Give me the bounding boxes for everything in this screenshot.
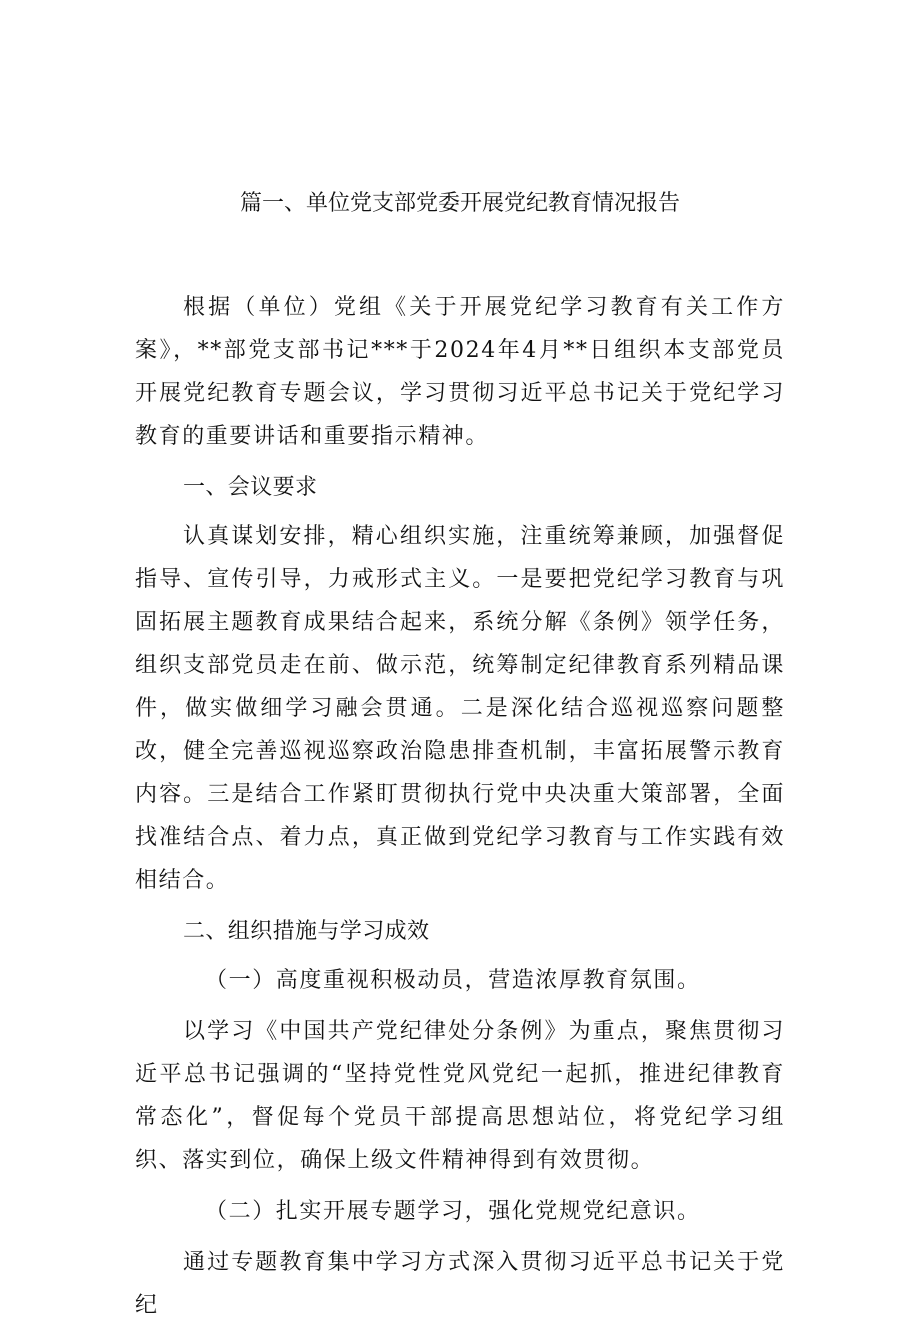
section-paragraph-meeting-requirements: 认真谋划安排，精心组织实施，注重统筹兼顾，加强督促指导、宣传引导，力戒形式主义。一是要把党纪学习教育与巩固拓展主题教育成果结合起来，系统分解《条例》领学任务，组织支部党员走在前、做示范，统筹制定纪律教育系列精品课件，做实做细学习融会贯通。二是深化结合巡视巡察问题整改，健全完善巡视巡察政治隐患排查机制，丰富拓展警示教育内容。三是结合工作紧盯贯彻执行党中央决重大策部署，全面找准结合点、着力点，真正做到党纪学习教育与工作实践有效相结合。: [135, 524, 785, 893]
document-title: 篇一、单位党支部党委开展党纪教育情况报告: [239, 191, 680, 216]
intro-paragraph: 根据（单位）党组《关于开展党纪学习教育有关工作方案》，**部党支部书记***于2024年4月**日组织本支部党员开展党纪教育专题会议，学习贯彻习近平总书记关于党纪学习教育的重要讲话和重要指示精神。: [135, 295, 785, 449]
section-heading-meeting-requirements: 一、会议要求: [183, 475, 318, 500]
document-body: [135, 286, 785, 1335]
subsection-paragraph-special-study: 通过专题教育集中学习方式深入贯彻习近平总书记关于党纪: [135, 1250, 785, 1318]
subsection-paragraph-mobilization: 以学习《中国共产党纪律处分条例》为重点，聚焦贯彻习近平总书记强调的“坚持党性党风党纪一起抓，推进纪律教育常态化”，督促每个党员干部提高思想站位，将党纪学习组织、落实到位，确保上级文件精神得到有效贯彻。: [135, 1019, 785, 1173]
subsection-heading-special-study: （二）扎实开展专题学习，强化党规党纪意识。: [205, 1199, 701, 1224]
subsection-heading-mobilization: （一）高度重视积极动员，营造浓厚教育氛围。: [205, 968, 701, 993]
section-heading-measures-results: 二、组织措施与学习成效: [183, 919, 430, 944]
